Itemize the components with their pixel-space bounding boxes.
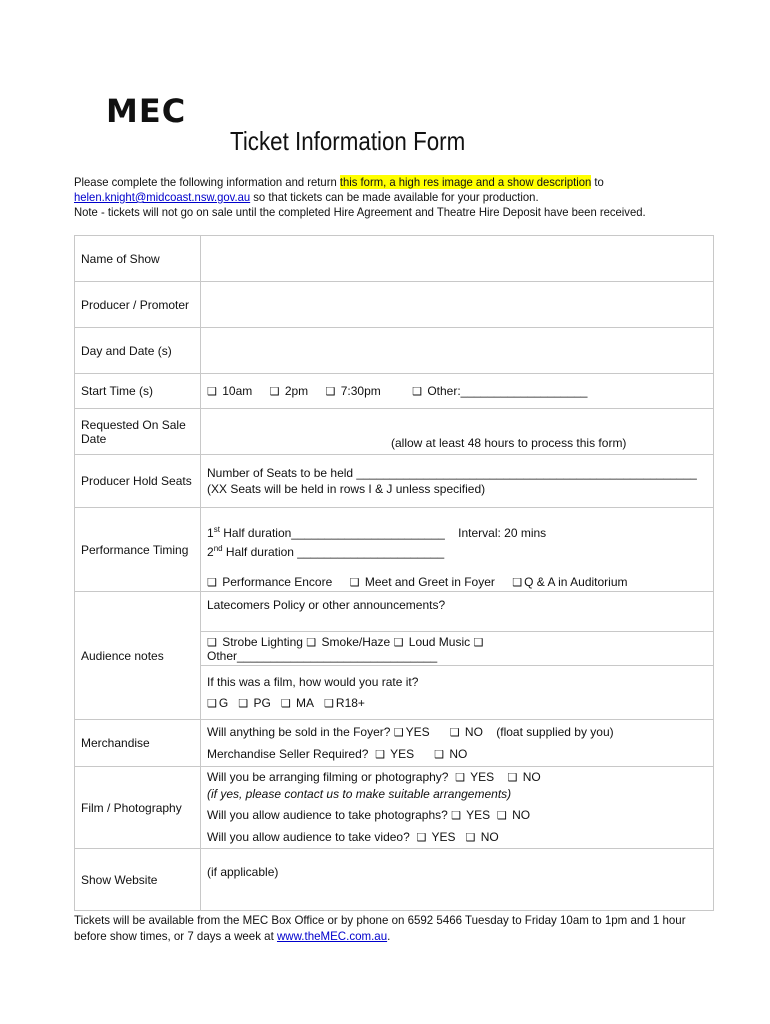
option-label: Smoke/Haze: [321, 634, 391, 649]
field-latecomers[interactable]: [201, 592, 714, 632]
merch-q2-text: Merchandise Seller Required?: [207, 746, 369, 761]
film-q2-no[interactable]: [497, 808, 530, 822]
label-name-of-show: Name of Show: [75, 236, 201, 282]
film-q2: [207, 807, 707, 824]
option-label: Meet and Greet in Foyer: [364, 575, 495, 589]
ticket-form-table: [74, 235, 714, 911]
row-name-of-show: [75, 236, 714, 282]
first-half-text: Half duration_______________________: [219, 526, 445, 540]
option-label: YES: [431, 830, 456, 844]
row-start-time: [75, 374, 714, 409]
option-label: NO: [512, 808, 531, 822]
option-label: Q & A in Auditorium: [524, 575, 628, 589]
interval-text: Interval: 20 mins: [458, 526, 547, 540]
option-label: YES: [470, 770, 495, 784]
timing-extras: [207, 574, 707, 591]
hold-seats-line2: (XX Seats will be held in rows I & J unless specified): [207, 482, 486, 496]
field-producer[interactable]: [201, 282, 714, 328]
film-q2-yes[interactable]: [451, 808, 490, 822]
row-producer: [75, 282, 714, 328]
checkbox-icon[interactable]: ❑: [325, 386, 336, 398]
option-encore[interactable]: [207, 575, 332, 589]
option-label: Loud Music: [408, 634, 471, 649]
label-merch: Merchandise: [75, 720, 201, 767]
intro-line1-suffix: to: [591, 175, 604, 189]
footer-line2-suffix: .: [387, 929, 391, 943]
field-hold-seats[interactable]: [201, 455, 714, 508]
checkbox-icon[interactable]: ❑: [512, 577, 523, 589]
option-label: Performance Encore: [222, 575, 333, 589]
option-label: 7:30pm: [340, 384, 381, 398]
checkbox-icon[interactable]: ❑: [324, 697, 334, 710]
option-label: 2pm: [284, 384, 309, 398]
latecomers-text: Latecomers Policy or other announcements?: [207, 598, 446, 612]
label-start-time: Start Time (s): [75, 374, 201, 409]
row-audience-latecomers: [75, 592, 714, 632]
option-label: YES: [405, 724, 430, 739]
row-timing: [75, 508, 714, 592]
option-label: NO: [449, 746, 468, 761]
film-q1-no[interactable]: [508, 770, 541, 784]
first-half-num: 1: [207, 526, 214, 540]
email-link[interactable]: helen.knight@midcoast.nsw.gov.au: [74, 190, 251, 204]
second-half-sup: nd: [213, 544, 223, 553]
field-on-sale[interactable]: [201, 409, 714, 455]
second-half-text: Half duration ______________________: [222, 545, 445, 559]
intro-line1-prefix: Please complete the following information and return: [74, 175, 340, 189]
mec-logo: MEC: [106, 92, 187, 130]
second-half-line: [207, 541, 707, 560]
film-q1-yes[interactable]: [455, 770, 494, 784]
checkbox-icon[interactable]: ❑: [238, 697, 249, 710]
film-q2-text: Will you allow audience to take photographs?: [207, 808, 448, 822]
rating-options: [207, 695, 707, 712]
film-q3-yes[interactable]: [416, 830, 455, 844]
option-10am[interactable]: [207, 384, 252, 398]
option-loud-music[interactable]: [394, 635, 471, 649]
option-label: MA: [296, 695, 315, 710]
checkbox-icon[interactable]: ❑: [455, 772, 466, 784]
website-link[interactable]: www.theMEC.com.au: [276, 929, 388, 943]
option-2pm[interactable]: [270, 384, 309, 398]
checkbox-icon[interactable]: ❑: [306, 636, 317, 649]
checkbox-icon[interactable]: ❑: [207, 636, 217, 649]
option-smoke[interactable]: [306, 635, 390, 649]
website-note: (if applicable): [207, 865, 279, 879]
option-label: NO: [522, 770, 541, 784]
option-g[interactable]: [207, 696, 228, 710]
option-label: Other:___________________: [427, 384, 588, 398]
merch-q1: [207, 724, 707, 741]
on-sale-note: (allow at least 48 hours to process this form): [391, 436, 627, 450]
label-day-date: Day and Date (s): [75, 328, 201, 374]
option-r18[interactable]: [324, 696, 365, 710]
option-meet-greet[interactable]: [350, 575, 495, 589]
checkbox-icon[interactable]: ❑: [393, 636, 404, 649]
option-label: Strobe Lighting: [222, 634, 303, 649]
intro-note: Note - tickets will not go on sale until the completed Hire Agreement and Theatre Hire Deposit have been received.: [74, 205, 646, 219]
second-half-num: 2: [207, 545, 214, 559]
intro-highlight: this form, a high res image and a show description: [339, 175, 592, 189]
label-producer: Producer / Promoter: [75, 282, 201, 328]
option-label: 10am: [222, 384, 253, 398]
merch-q1-no[interactable]: [450, 725, 483, 739]
option-pg[interactable]: [238, 696, 271, 710]
checkbox-icon[interactable]: ❑: [375, 748, 385, 761]
field-film: [201, 767, 714, 849]
film-q3-no[interactable]: [465, 830, 498, 844]
label-on-sale: Requested On Sale Date: [75, 409, 201, 455]
film-q1-text: Will you be arranging filming or photography?: [207, 770, 449, 784]
merch-q2: [207, 746, 707, 763]
label-website: Show Website: [75, 849, 201, 911]
checkbox-icon[interactable]: ❑: [207, 697, 217, 710]
checkbox-icon[interactable]: ❑: [449, 726, 460, 739]
option-other[interactable]: [412, 384, 587, 398]
option-ma[interactable]: [281, 696, 314, 710]
option-label: NO: [464, 724, 483, 739]
footer-line2-prefix: before show times, or 7 days a week at: [74, 929, 277, 943]
checkbox-icon[interactable]: ❑: [507, 772, 518, 784]
row-day-date: [75, 328, 714, 374]
option-label: PG: [253, 695, 271, 710]
merch-q1-text: Will anything be sold in the Foyer?: [207, 724, 391, 739]
field-name-of-show[interactable]: [201, 236, 714, 282]
first-half-sup: st: [213, 525, 220, 534]
intro-text: [74, 175, 685, 220]
field-start-time: [201, 374, 714, 409]
intro-line2-suffix: so that tickets can be made available for your production.: [250, 190, 539, 204]
merch-q1-note: (float supplied by you): [496, 724, 614, 739]
field-merch: [201, 720, 714, 767]
field-website[interactable]: [201, 849, 714, 911]
option-strobe[interactable]: [207, 635, 303, 649]
option-label: NO: [480, 830, 499, 844]
option-label: R18+: [335, 695, 365, 710]
checkbox-icon[interactable]: ❑: [496, 810, 507, 822]
option-label: YES: [390, 746, 415, 761]
label-film: Film / Photography: [75, 767, 201, 849]
checkbox-icon[interactable]: ❑: [434, 748, 444, 761]
option-label: G: [218, 695, 229, 710]
film-q3: [207, 829, 707, 846]
film-q1: [207, 769, 707, 786]
row-hold-seats: [75, 455, 714, 508]
row-website: [75, 849, 714, 911]
checkbox-icon[interactable]: ❑: [393, 726, 404, 739]
hold-seats-line1: Number of Seats to be held ___________________________________________________: [207, 466, 697, 480]
film-question: If this was a film, how would you rate it?: [207, 674, 419, 689]
checkbox-icon[interactable]: ❑: [473, 636, 484, 649]
checkbox-icon[interactable]: ❑: [207, 386, 217, 398]
checkbox-icon[interactable]: ❑: [280, 697, 291, 710]
row-on-sale: [75, 409, 714, 455]
field-timing[interactable]: [201, 508, 714, 592]
label-audience: Audience notes: [75, 592, 201, 720]
option-label: Other______________________________: [207, 648, 438, 663]
option-label: YES: [466, 808, 491, 822]
merch-q2-yes[interactable]: [375, 747, 414, 761]
film-q1-note: (if yes, please contact us to make suitable arrangements): [207, 787, 512, 801]
option-730pm[interactable]: [326, 384, 381, 398]
checkbox-icon[interactable]: ❑: [207, 577, 217, 589]
first-half-line: [207, 522, 707, 541]
label-timing: Performance Timing: [75, 508, 201, 592]
checkbox-icon[interactable]: ❑: [269, 386, 280, 398]
field-day-date[interactable]: [201, 328, 714, 374]
field-effects: [201, 632, 714, 666]
checkbox-icon[interactable]: ❑: [412, 386, 422, 398]
merch-q1-yes[interactable]: [394, 725, 430, 739]
checkbox-icon[interactable]: ❑: [349, 577, 360, 589]
page-title: Ticket Information Form: [230, 126, 466, 156]
checkbox-icon[interactable]: ❑: [451, 810, 462, 822]
label-hold-seats: Producer Hold Seats: [75, 455, 201, 508]
field-rating: [201, 666, 714, 720]
film-q3-text: Will you allow audience to take video?: [207, 830, 410, 844]
row-merch: [75, 720, 714, 767]
checkbox-icon[interactable]: ❑: [416, 832, 427, 844]
checkbox-icon[interactable]: ❑: [465, 832, 476, 844]
row-film: [75, 767, 714, 849]
option-qa[interactable]: [512, 575, 627, 589]
merch-q2-no[interactable]: [434, 747, 467, 761]
footer-text: [74, 912, 688, 944]
footer-line1: Tickets will be available from the MEC Box Office or by phone on 6592 5466 Tuesday to Friday 10am to 1pm and 1 hour: [74, 913, 686, 927]
